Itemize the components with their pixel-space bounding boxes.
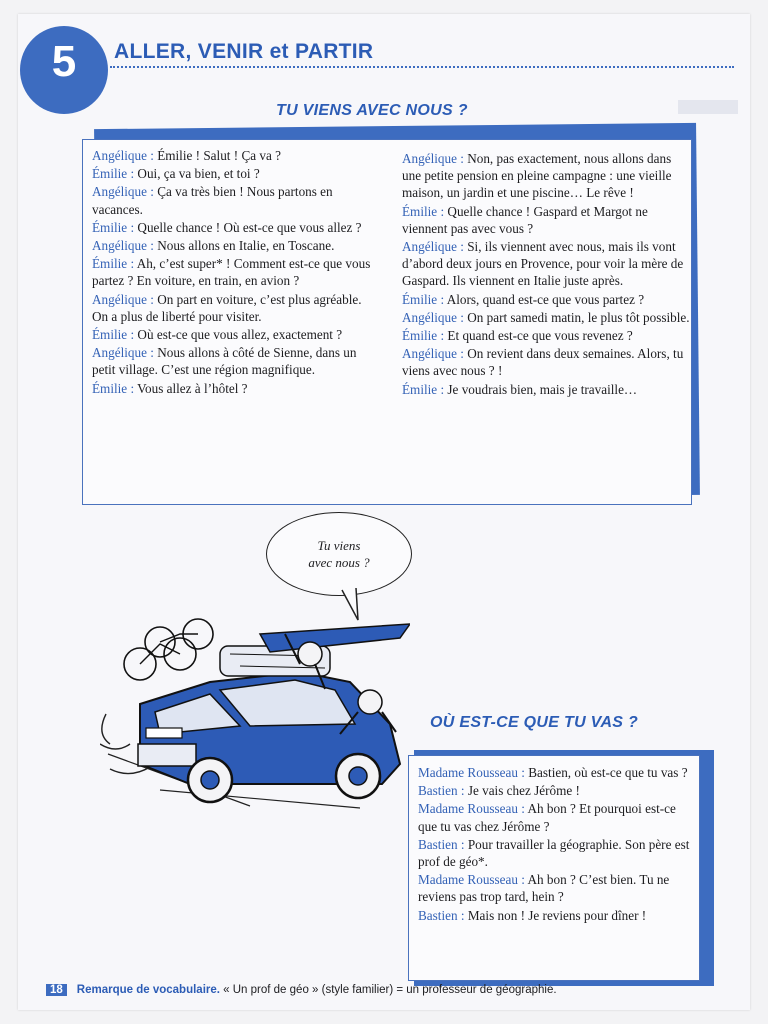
car-illustration: [100, 594, 410, 824]
title-divider: [110, 66, 734, 68]
dialog-line: [402, 309, 692, 326]
dialog-right-column: [402, 150, 692, 399]
dialog-text: Où est-ce que vous allez, exactement ?: [134, 327, 343, 343]
dialog-line: [92, 147, 376, 164]
dialog-line: [92, 183, 376, 217]
dialog-text: On revient dans deux semaines. Alors, tu viens avec nous ? !: [402, 346, 684, 379]
dialog-text: Nous allons en Italie, en Toscane.: [153, 238, 335, 254]
dialog-line: [418, 800, 694, 834]
speaker-name: Angélique :: [92, 184, 154, 200]
dialog-left-column: [92, 147, 376, 398]
dialog-line: [418, 836, 694, 870]
speaker-name: Bastien :: [418, 783, 465, 799]
dialog-line: [92, 380, 376, 397]
speaker-name: Angélique :: [92, 291, 154, 307]
dialog-line: [92, 255, 376, 289]
dialog-text: On part samedi matin, le plus tôt possible.: [463, 309, 690, 325]
dialog-text: Non, pas exactement, nous allons dans une petite pension en pleine campagne : une vieille maison, un jardin et une piscine… Le rêve !: [402, 151, 672, 201]
dialog-text: Nous allons à côté de Sienne, dans un petit village. C’est une région magnifique.: [92, 345, 357, 378]
dialog-line: [92, 291, 376, 325]
footer: [46, 984, 746, 996]
dialog-line: [92, 237, 376, 254]
dialog-text: Je vais chez Jérôme !: [464, 783, 580, 799]
dialog-line: [402, 150, 692, 202]
dialog-text: Si, ils viennent avec nous, mais ils vont d’abord deux jours en Provence, pour voir la mère de Gaspard. Ils viennent en Italie juste après.: [402, 239, 684, 289]
footer-label: Remarque de vocabulaire.: [76, 984, 220, 996]
speaker-name: Émilie :: [92, 219, 135, 235]
speaker-name: Émilie :: [92, 380, 135, 396]
dialog-line: [402, 291, 692, 308]
section-title-2: OÙ EST-CE QUE TU VAS ?: [430, 714, 639, 731]
dialog-line: [418, 782, 694, 799]
speaker-name: Angélique :: [402, 309, 464, 325]
footer-text: « Un prof de géo » (style familier) = un professeur de géographie.: [219, 984, 557, 996]
chapter-number-badge: [20, 26, 108, 114]
chapter-title: ALLER, VENIR et PARTIR: [114, 40, 374, 63]
speaker-name: Angélique :: [402, 346, 464, 362]
speaker-name: Émilie :: [402, 291, 445, 307]
dialog-line: [418, 907, 694, 924]
speaker-name: Madame Rousseau :: [418, 872, 525, 888]
speaker-name: Madame Rousseau :: [418, 801, 525, 817]
dialog-line: [92, 326, 376, 343]
page-number: 18: [46, 984, 67, 996]
dialog-text: Ça va très bien ! Nous partons en vacances.: [92, 184, 333, 217]
dialog-line: [418, 871, 694, 905]
dialog-2-column: [418, 764, 694, 925]
dialog-text: Bastien, où est-ce que tu vas ?: [524, 765, 688, 780]
dialog-text: Ah bon ? Et pourquoi est-ce que tu vas chez Jérôme ?: [418, 801, 676, 834]
dialog-line: [418, 764, 694, 781]
bubble-line-1: Tu viens: [317, 538, 361, 553]
speaker-name: Madame Rousseau :: [418, 765, 525, 780]
dialog-text: Mais non ! Je reviens pour dîner !: [464, 907, 647, 923]
dialog-text: Vous allez à l’hôtel ?: [134, 380, 248, 396]
speech-bubble: [266, 512, 412, 596]
chapter-number: 5: [51, 37, 77, 86]
dialog-line: [402, 345, 692, 379]
speaker-name: Angélique :: [402, 239, 464, 255]
speaker-name: Angélique :: [92, 345, 154, 361]
speaker-name: Angélique :: [402, 151, 464, 166]
speaker-name: Émilie :: [92, 166, 135, 182]
dialog-text: Et quand est-ce que vous revenez ?: [444, 328, 633, 344]
dialog-line: [402, 203, 692, 237]
section-title-1: TU VIENS AVEC NOUS ?: [276, 102, 468, 119]
speaker-name: Émilie :: [92, 327, 135, 343]
dialog-text: Quelle chance ! Où est-ce que vous allez ?: [134, 219, 362, 235]
dialog-text: Alors, quand est-ce que vous partez ?: [444, 291, 645, 307]
speaker-name: Émilie :: [92, 256, 135, 272]
speaker-name: Angélique :: [92, 148, 154, 163]
speaker-name: Émilie :: [402, 203, 445, 219]
speaker-name: Angélique :: [92, 238, 154, 254]
speaker-name: Bastien :: [418, 907, 465, 923]
dialog-text: Quelle chance ! Gaspard et Margot ne viennent pas avec vous ?: [402, 203, 648, 236]
dialog-text: Oui, ça va bien, et toi ?: [134, 166, 260, 182]
dialog-line: [402, 381, 692, 398]
dialog-text: Ah bon ? C’est bien. Tu ne reviens pas trop tard, hein ?: [418, 872, 670, 905]
dialog-line: [402, 238, 692, 290]
dialog-text: Ah, c’est super* ! Comment est-ce que vous partez ? En voiture, en train, en avion ?: [92, 256, 371, 289]
dialog-text: Pour travailler la géographie. Son père est prof de géo*.: [418, 836, 690, 870]
speaker-name: Bastien :: [418, 836, 465, 852]
bubble-line-2: avec nous ?: [308, 555, 370, 570]
dialog-line: [92, 165, 376, 182]
bleed-through-mark: [678, 100, 738, 114]
speaker-name: Émilie :: [402, 381, 445, 397]
speaker-name: Émilie :: [402, 328, 445, 344]
dialog-line: [402, 327, 692, 344]
dialog-text: Émilie ! Salut ! Ça va ?: [153, 148, 281, 163]
dialog-text: On part en voiture, c’est plus agréable. On a plus de liberté pour visiter.: [92, 291, 362, 324]
dialog-text: Je voudrais bien, mais je travaille…: [444, 381, 638, 397]
page: [18, 14, 750, 1010]
dialog-line: [92, 344, 376, 378]
dialog-line: [92, 219, 376, 236]
